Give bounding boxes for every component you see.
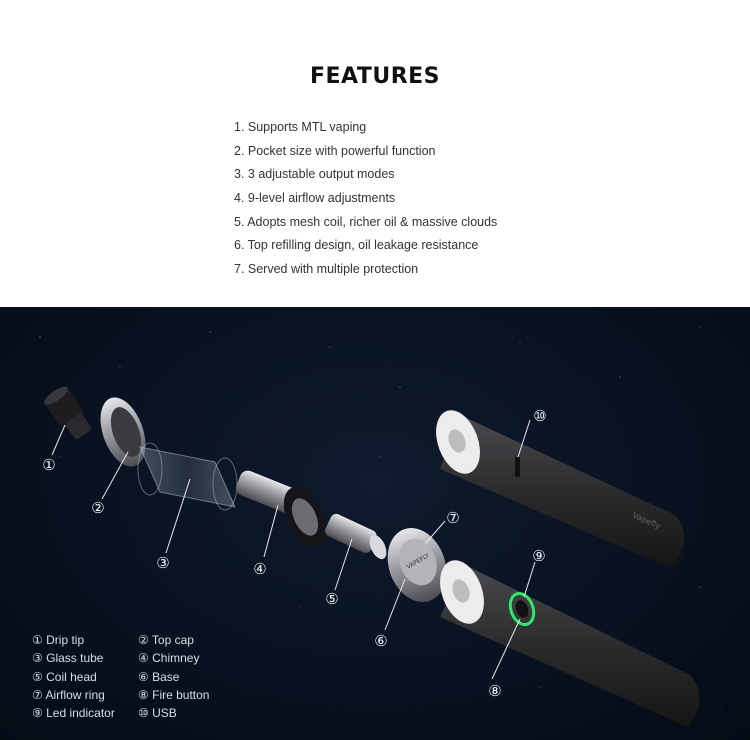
callout-7: ⑦ <box>446 509 460 527</box>
feature-item: 3. 3 adjustable output modes <box>234 167 395 182</box>
legend-row <box>32 686 244 704</box>
parts-legend <box>32 631 244 722</box>
callout-2: ② <box>91 499 105 517</box>
legend-row <box>32 631 244 649</box>
callout-5: ⑤ <box>325 590 339 608</box>
feature-item: 5. Adopts mesh coil, richer oil & massive clouds <box>234 214 498 229</box>
callout-8: ⑧ <box>488 682 502 700</box>
brand-mark: Vapefly <box>631 510 662 531</box>
feature-item: 1. Supports MTL vaping <box>234 120 367 134</box>
usb-port <box>515 457 520 477</box>
battery-lower <box>432 554 700 727</box>
legend-item: ⑦ Airflow ring <box>32 688 105 703</box>
legend-item: ① Drip tip <box>32 633 85 648</box>
legend-item: ⑤ Coil head <box>32 669 97 684</box>
battery-upper <box>428 404 684 569</box>
feature-item: 4. 9-level airflow adjustments <box>234 191 396 206</box>
callout-10: ⑩ <box>533 407 547 425</box>
svg-text:VAPEFLY: VAPEFLY <box>405 552 431 571</box>
legend-item: ② Top cap <box>138 633 194 648</box>
callout-4: ④ <box>253 560 267 578</box>
legend-item: ⑧ Fire button <box>138 688 210 703</box>
legend-row <box>32 649 244 667</box>
exploded-view-section <box>0 307 750 740</box>
chimney <box>234 468 335 553</box>
legend-row <box>32 668 244 686</box>
feature-item: 6. Top refilling design, oil leakage resistance <box>234 238 479 253</box>
features-list <box>234 118 497 284</box>
legend-row <box>32 704 244 722</box>
callout-9: ⑨ <box>532 547 546 565</box>
legend-item: ⑥ Base <box>138 669 180 684</box>
feature-item: 7. Served with multiple protection <box>234 262 419 277</box>
callout-3: ③ <box>156 554 170 572</box>
legend-item: ③ Glass tube <box>32 651 104 666</box>
features-heading: FEATURES <box>309 64 441 89</box>
feature-item: 2. Pocket size with powerful function <box>234 143 436 158</box>
legend-item: ⑨ Led indicator <box>32 706 115 721</box>
features-section <box>0 0 750 307</box>
callout-1: ① <box>42 456 56 474</box>
glass-tube <box>138 443 237 510</box>
drip-tip <box>42 384 95 443</box>
coil-head <box>323 512 390 562</box>
legend-item: ⑩ USB <box>138 706 177 721</box>
callout-6: ⑥ <box>374 632 388 650</box>
legend-item: ④ Chimney <box>138 651 200 666</box>
